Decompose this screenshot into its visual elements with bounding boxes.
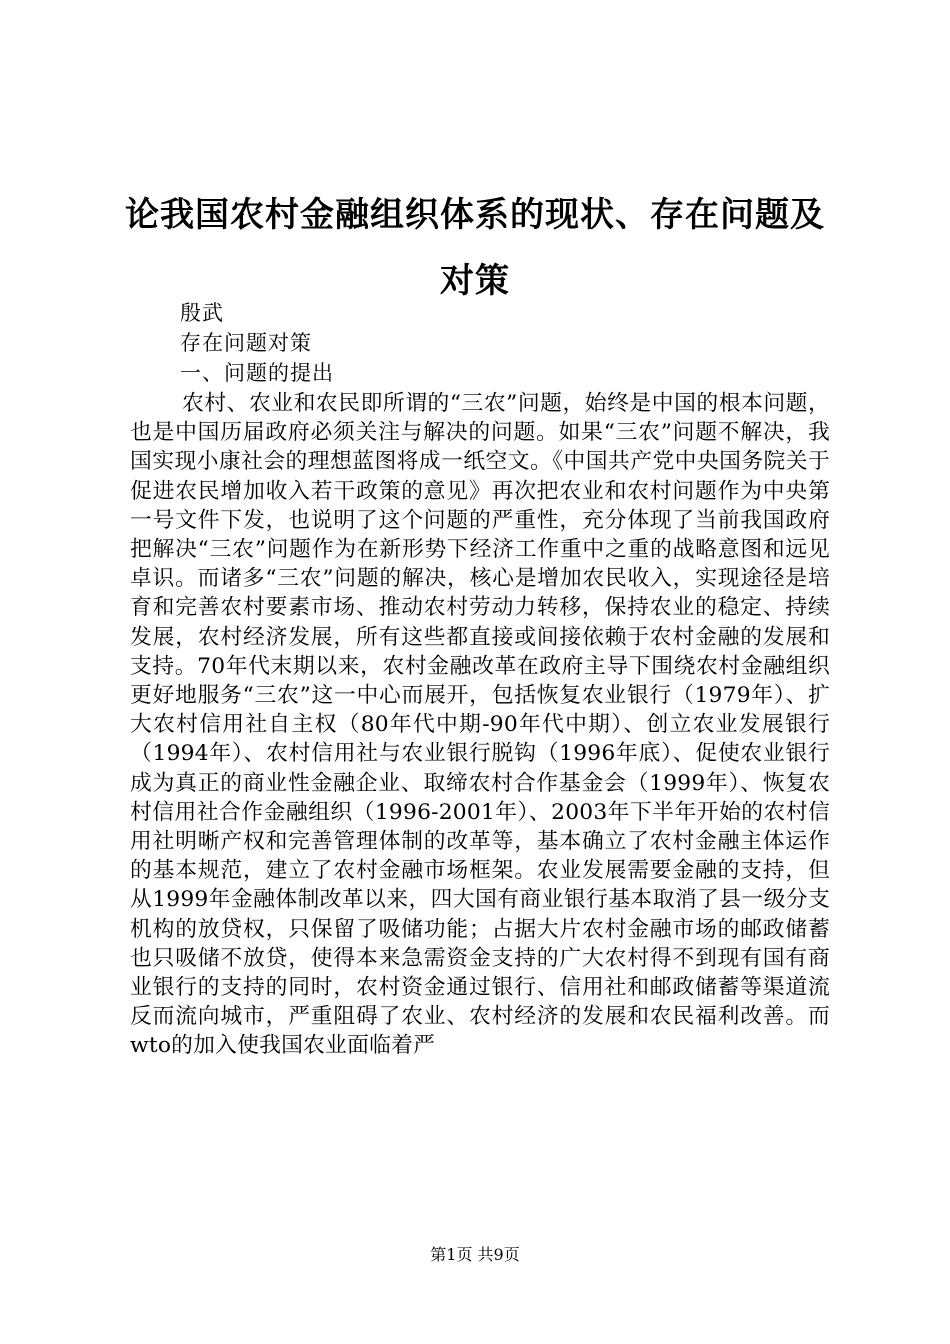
document-title: 论我国农村金融组织体系的现状、存在问题及对策 [125,195,825,301]
page-footer: 第1页 共9页 [430,1245,520,1264]
keywords-line: 存在问题对策 [180,331,312,355]
body-paragraph: 农村、农业和农民即所谓的“三农”问题，始终是中国的根本问题，也是中国历届政府必须关注与解决的问题。如果“三农”问题不解决，我国实现小康社会的理想蓝图将成一纸空文。《中国共产党中央国务院关于促进农民增加收入若干政策的意见》再次把农业和农村问题作为中央第一号文件下发，也说明了这个问题的严重性，充分体现了当前我国政府把解决“三农”问题作为在新形势下经济工作重中之重的战略意图和远见卓识。而诸多“三农”问题的解决，核心是增加农民收入，实现途径是培育和完善农村要素市场、推动农村劳动力转移，保持农业的稳定、持续发展，农村经济发展，所有这些都直接或间接依赖于农村金融的发展和支持。70年代末期以来，农村金融改革在政府主导下围绕农村金融组织更好地服务“三农”这一中心而展开，包括恢复农业银行（1979年）、扩大农村信用社自主权（80年代中期-90年代中期）、创立农业发展银行（1994年）、农村信用社与农业银行脱钩（1996年底）、促使农业银行成为真正的商业性金融企业、取缔农村合作基金会（1999年）、恢复农村信用社合作金融组织（1996-2001年）、2003年下半年开始的农村信用社明晰产权和完善管理体制的改革等，基本确立了农村金融主体运作的基本规范，建立了农村金融市场框架。农业发展需要金融的支持，但从1999年金融体制改革以来，四大国有商业银行基本取消了县一级分支机构的放贷权，只保留了吸储功能；占据大片农村金融市场的邮政储蓄也只吸储不放贷，使得本来急需资金支持的广大农村得不到现有国有商业银行的支持的同时，农村资金通过银行、信用社和邮政储蓄等渠道流反而流向城市，严重阻碍了农业、农村经济的发展和农民福利改善。而wto的加入使我国农业面临着严 [130,391,830,1059]
author-name: 殷武 [180,301,224,325]
section-heading: 一、问题的提出 [180,361,334,385]
